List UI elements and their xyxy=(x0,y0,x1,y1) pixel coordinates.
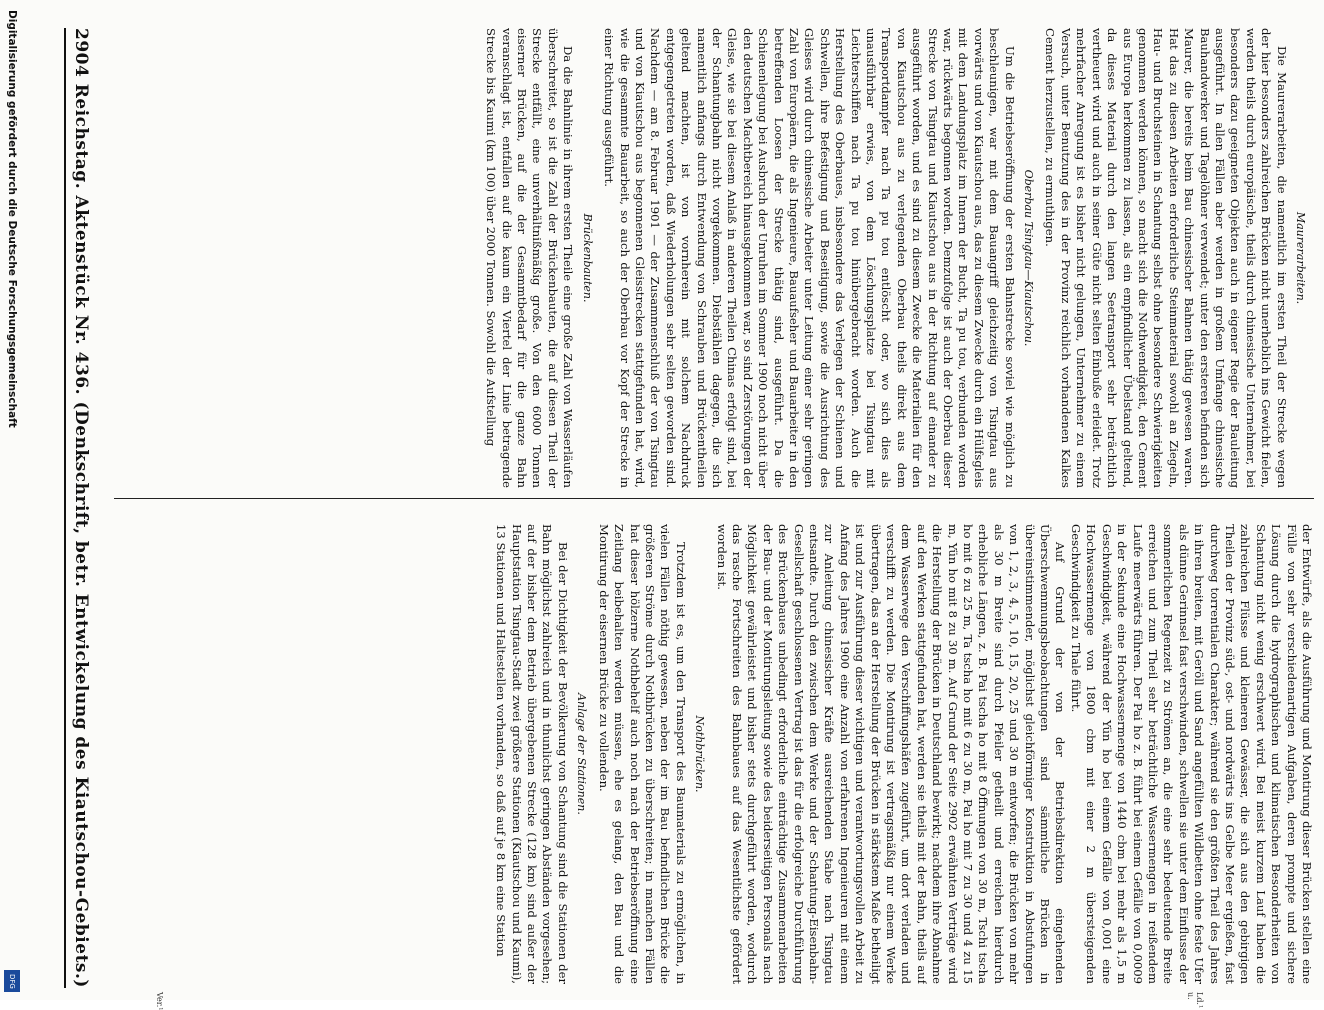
column-divider xyxy=(114,498,1314,499)
margin-note: Ld.¹ u. xyxy=(1186,992,1204,1009)
dfg-logo: DFG xyxy=(4,970,20,992)
page-header xyxy=(64,28,96,988)
section-heading: Anlage der Stationen. xyxy=(575,693,589,815)
paragraph: Auf Grund der von der Betriebsdirektion eingehenden Überschwemmungsbeobachtungen sind sämmtliche Brücken in übereinstimmender, möglichst gleichförmiger Konstruktion in Abstufungen von 1, 2, 3, 4, 5, 10, 15, 20, 25 und 30 m entworfen; die Brücken von mehr als 30 m Breite sind durch Pfeiler getheilt und erreichen hierdurch erhebliche Längen, z. B. Pai tscha ho mit 8 Öffnungen von 30 m, Tschi tscha ho mit 6 zu 25 m, Ta tscha ho mit 6 zu 30 m, Pai ho mit 7 zu 30 und 4 zu 15 m, Yün ho mit 8 zu 30 m. Auf Grund der Seite 2902 erwähnten Verträge wird die Herstellung der Brücken in Deutschland bewirkt; nachdem ihre Abnahme auf den Werken stattgefunden hat, werden sie theils mit der Bahn, theils auf dem Wasserwege den Verschiffungshäfen zugeführt, um dort verladen und verschifft zu werden. Die Montirung ist vertragsmäßig nur einem Werke übertragen, das an der Herstellung der Brücken in stärkstem Maße betheiligt ist und zur Ausführung dieser wichtigen und verantwortungsvollen Arbeit zu Anfang des Jahres 1900 eine Anzahl von erfahrenen Ingenieuren mit einem zur Anleitung chinesischer Kräfte ausreichenden Stabe nach Tsingtau entsandte. Durch den zwischen dem Werke und der Schantung-Eisenbahn-Gesellschaft geschlossenen Vertrag ist das für die erfolgreiche Durchführung des Brückenbaues unbedingt erforderliche einträchtige Zusammenarbeiten der Bau- und der Montirungsleitung sowie des beiderseitigen Personals nach Möglichkeit gewährleistet und bisher stets durchgeführt worden, wodurch das rasche Fortschreiten des Bahnbaues auf das Wesentlichste gefördert worden ist. xyxy=(714,524,1068,984)
paragraph: Die Maurerarbeiten, die namentlich im ersten Theil der Strecke wegen der hier besonders zahlreichen Brücken nicht unerheblich ins Gewicht fielen, werden theils durch europäische, theils durch chinesische Unternehmer, bei besonders dazu geeigneten Objekten auch in eigener Regie der Bauleitung ausgeführt. In allen Fällen aber werden in großem Umfange chinesische Bauhandwerker und Tagelöhner verwendet; unter den ersteren befinden sich Maurer, die bereits beim Bau chinesischer Bahnen thätig gewesen waren. Hat das zu diesen Arbeiten erforderliche Steinmaterial sowohl an Ziegeln, Hau- und Bruchsteinen in Schantung selbst ohne besondere Schwierigkeiten genommen werden können, so macht sich die Nothwendigkeit, den Cement aus Europa herkommen zu lassen, als ein empfindlicher Übelstand geltend, da dieses Material durch den langen Seetransport sehr beträchtlich vertheuert wird und auch in seiner Güte nicht selten Einbuße erleidet. Trotz mehrfacher Anregung ist es bisher nicht gelungen, Unternehmer zu einem Versuch, unter Benutzung des in der Provinz reichlich vorhandenen Kalkes Cement herzustellen, zu ermuthigen. xyxy=(1043,28,1289,488)
paragraph: Da die Bahnlinie in ihrem ersten Theile eine große Zahl von Wasserläufen überschreitet, so ist die Zahl der Brückenbauten, die auf diesen Theil der Strecke entfällt, eine unverhältnißmäßig große. Von den 6000 Tonnen eiserner Brücken, auf die der Gesammtbedarf für die ganze Bahn veranschlagt ist, entfallen auf die kaum ein Viertel der Linie betragende Strecke bis Kaumi (km 100) über 2000 Tonnen. Sowohl die Aufstellung xyxy=(484,28,576,488)
document-subject: (Denkschrift, betr. Entwickelung des Kiautschou-Gebiets.) xyxy=(71,401,91,988)
paragraph: der Entwürfe, als die Ausführung und Montirung dieser Brücken stellen eine Fülle von sehr verschiedenartigen Aufgaben, deren prompte und sichere Lösung durch die hydrographischen und klimatischen Besonderheiten von Schantung nicht wenig erschwert wird. Bei meist kurzem Lauf haben die zahlreichen Flüsse und kleineren Gewässer, die sich aus den gebirgigen Theilen der Provinz süd-, ost- und nordwärts ins Gelbe Meer ergießen, fast durchweg torrentialen Charakter; während sie den größten Theil des Jahres in ihren breiten, mit Geröll und Sand angefüllten Wildbetten ohne feste Ufer als dünne Gerinnsel fast verschwinden, schwellen sie unter dem Einflusse der sommerlichen Regenzeit zu Strömen an, die eine sehr bedeutende Breite erreichen und zum Theil sehr beträchtliche Wassermengen in reißendem Laufe meerwärts führen. Der Pai ho z. B. führt bei einem Gefälle von 0,0009 in der Sekunde eine Hochwassermenge von 1440 cbm bei mehr als 1,5 m Geschwindigkeit, während der Yün ho bei einem Gefälle von 0,001 eine Hochwassermenge von 1800 cbm mit einer 2 m übersteigenden Geschwindigkeit zu Thale führt. xyxy=(1068,524,1314,984)
section-heading: Nothbrücken. xyxy=(693,715,707,793)
document-number: Aktenstück Nr. 436. xyxy=(71,195,91,396)
paragraph: Bei der Dichtigkeit der Bevölkerung von Schantung sind die Stationen der Bahn möglichst zahlreich und in thunlichst geringen Abständen vorgesehen; auf der bisher dem Betrieb übergebenen Strecke (128 km) sind außer der Hauptstation Tsingtau-Stadt zwei größere Stationen (Kiautschou und Kaumi), 13 Stationen und Haltestellen vorhanden, so daß auf je 8 km eine Station xyxy=(494,524,570,984)
funding-note: Digitalisierung gefördert durch die Deutsche Forschungsgemeinschaft xyxy=(6,10,18,428)
margin-note: Ver.¹ xyxy=(155,992,164,1010)
section-heading: Brückenbauten. xyxy=(580,213,594,303)
publication-title: Reichstag. xyxy=(71,83,91,190)
right-column xyxy=(114,524,1314,984)
left-column xyxy=(114,28,1314,488)
paragraph: Um die Betriebseröffnung der ersten Bahnstrecke soviel wie möglich zu beschleunigen, war mit dem Bauangriff gleichzeitig von Tsingtau aus vorwärts und von Kiautschou aus, das zu diesem Zwecke durch ein Hülfsgleis mit dem Landungsplatz im Innern der Bucht, Ta pu tou, verbunden worden war, rückwärts begonnen worden. Demzufolge ist auch der Oberbau dieser Strecke von Tsingtau und Kiautschou aus in der Richtung auf einander zu ausgeführt worden, und es sind zu diesem Zwecke die Materialien für den von Kiautschou aus zu verlegenden Oberbau theils direkt aus dem Transportdampfer nach Ta pu tou entlöscht oder, wo sich dies als unausführbar erwies, von dem Löschungsplatze bei Tsingtau mit Leichterschiffen nach Ta pu tou hinübergebracht worden. Auch die Herstellung des Oberbaues, insbesondere das Verlegen der Schienen und Schwellen, ihre Befestigung und Beseitigung, sowie die Ausrichtung des Gleises wird durch chinesische Arbeiter unter Leitung einer sehr geringen Zahl von Europäern, die als Ingenieure, Bauaufseher und Bauarbeiter in den betreffenden Loosen der Strecke thätig sind, ausgeführt. Da die Schienenlegung bei Ausbruch der Unruhen im Sommer 1900 noch nicht über den deutschen Machtbereich hinausgekommen war, so sind Zerstörungen der Gleise, wie sie bei diesem Anlaß in anderen Theilen Chinas erfolgt sind, bei der Schantungbahn nicht vorgekommen. Diebstählen dagegen, die sich namentlich anfangs durch Entwendung von Schrauben und Brückentheilen geltend machten, ist von vornherein mit solchem Nachdruck entgegengetreten worden, daß Wiederholungen sehr selten geworden sind. Nachdem — am 8. Februar 1901 — der Zusammenschluß der von Tsingtau und von Kiautschou aus begonnenen Gleisstrecken stattgefunden hat, wird, wie die gesammte Bauarbeit, so auch der Oberbau vor Kopf der Strecke in einer Richtung ausgeführt. xyxy=(602,28,1017,488)
paragraph: Trotzdem ist es, um den Transport des Baumaterials zu ermöglichen, in vielen Fällen nöthig gewesen, neben der im Bau befindlichen Brücke die größeren Ströme durch Nothbrücken zu überschreiten; in manchen Fällen hat dieser hölzerne Nothbehelf auch noch nach der Betriebseröffnung eine Zeitlang beibehalten werden müssen, ehe es gelang, den Bau und die Montirung der eisernen Brücke zu vollenden. xyxy=(596,524,688,984)
section-heading: Oberbau Tsingtau—Kiautschou. xyxy=(1022,169,1036,347)
section-heading: Maurerarbeiten. xyxy=(1294,211,1307,305)
page-number: 2904 xyxy=(71,28,91,78)
